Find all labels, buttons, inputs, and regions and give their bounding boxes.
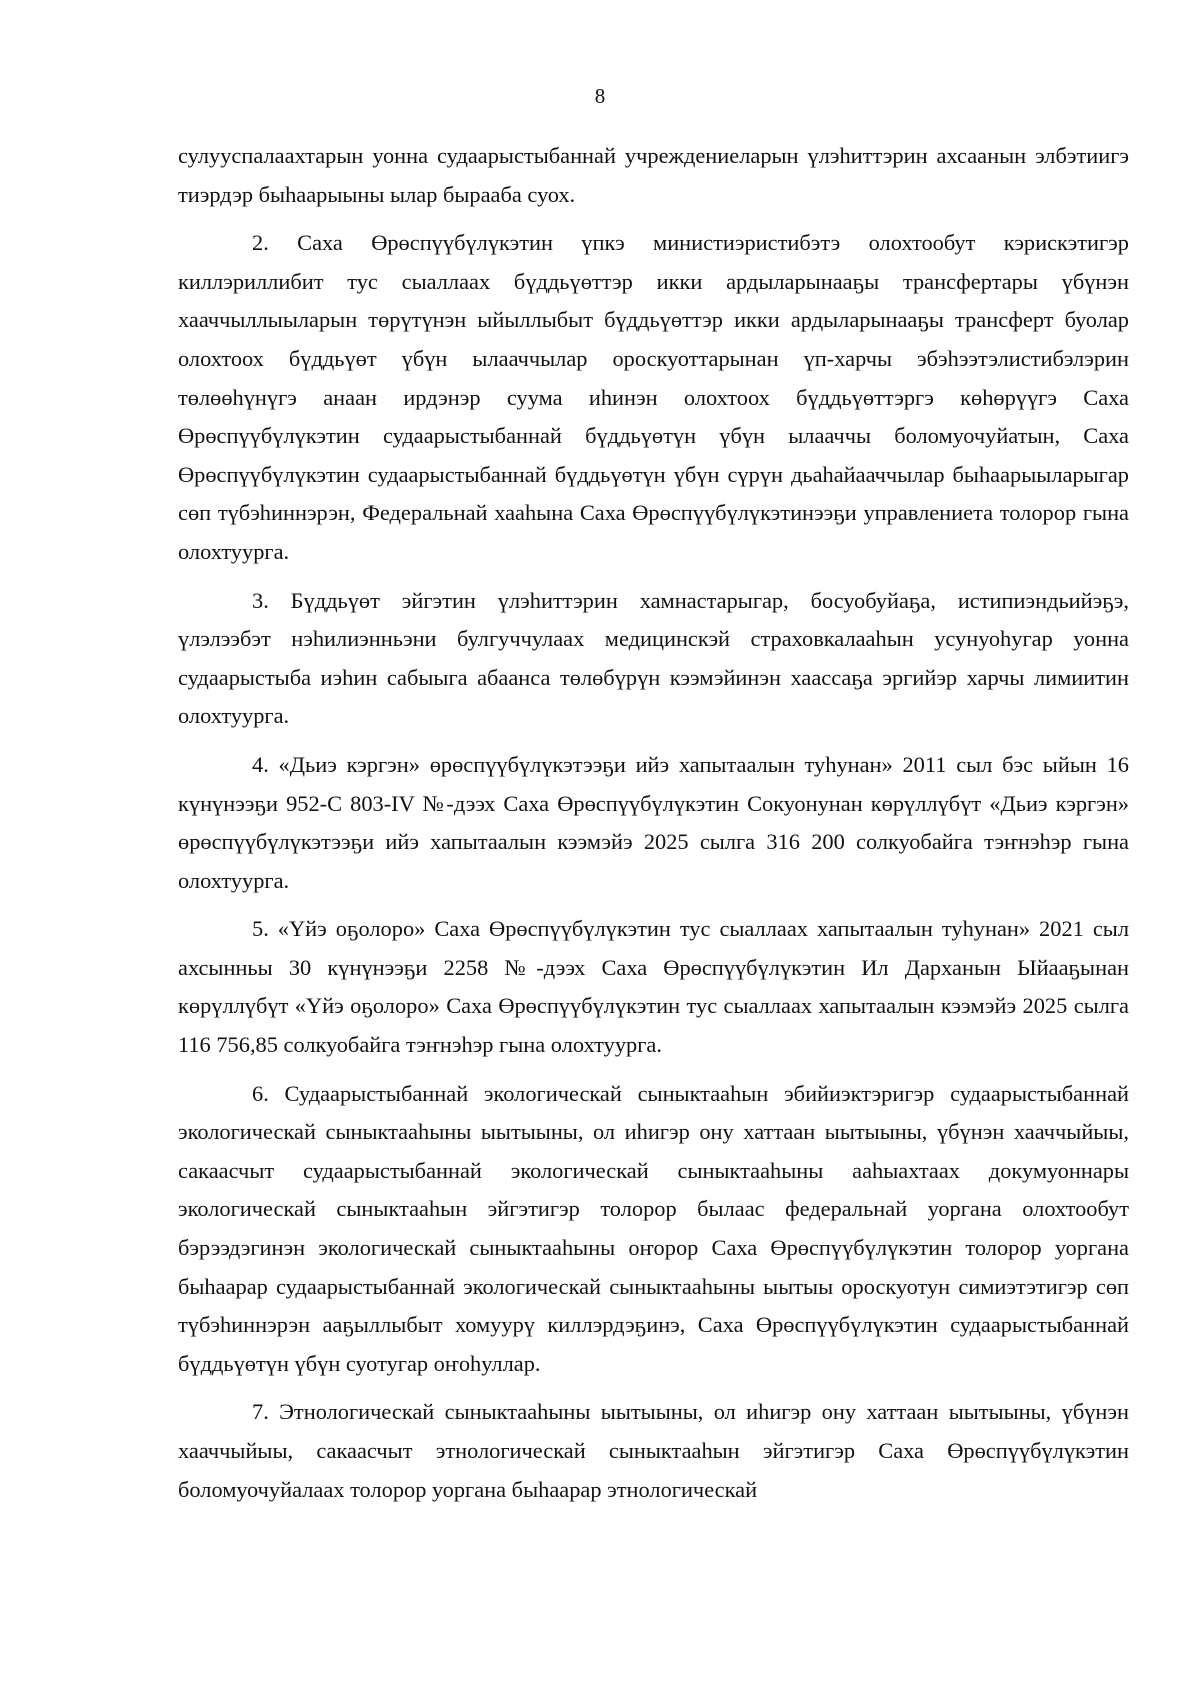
paragraph-item-4: 4. «Дьиэ кэргэн» өрөспүүбүлүкэтээҕи ийэ хапытаалын туһунан» 2011 сыл бэс ыйын 16 күнүнээҕи 952-С 803-IV №-дээх Саха Өрөспүүбүлүкэтин Сокуонунан көрүллүбүт «Дьиэ кэргэн» өрөспүүбүлүкэтээҕи ийэ хапытаалын кээмэйэ 2025 сылга 316 200 солкуобайга тэҥнэһэр гына олохтуурга. <box>178 751 1129 893</box>
paragraph-item-6: 6. Судаарыстыбаннай экологическай сыныктааһын эбийиэктэригэр судаарыстыбаннай экологическай сыныктааһыны ыытыыны, ол иһигэр ону хаттаан ыытыыны, үбүнэн хааччыйыы, сакаасчыт судаарыстыбаннай экологическай сыныктааһыны ааһыахтаах докумуоннары экологическай сыныктааһын эйгэтигэр толорор былаас федеральнай уоргана олохтообут бэрээдэгинэн экологическай сыныктааһыны оҥорор Саха Өрөспүүбүлүкэтин толорор уоргана быһаарар судаарыстыбаннай экологическай сыныктааһыны ыытыы ороскуотун симиэтэтигэр сөп түбэһиннэрэн ааҕыллыбыт хомуурү киллэрдэҕинэ, Саха Өрөспүүбүлүкэтин судаарыстыбаннай бүддьүөтүн үбүн суотугар оҥоһуллар. <box>178 1080 1129 1376</box>
paragraph-item-2: 2. Саха Өрөспүүбүлүкэтин үпкэ министиэристибэтэ олохтообут кэрискэтигэр киллэриллибит тус сыаллаах бүддьүөттэр икки ардыларынааҕы трансфертары үбүнэн хааччыллыыларын төрүтүнэн ыйыллыбыт бүддьүөттэр икки ардыларынааҕы трансферт буолар олохтоох бүддьүөт үбүн ылааччылар ороскуоттарынан үп-харчы эбэһээтэлистибэлэрин төлөөһүнүгэ анаан ирдэнэр суума иһинэн олохтоох бүддьүөттэргэ көһөрүүгэ Саха Өрөспүүбүлүкэтин судаарыстыбаннай бүддьүөтүн үбүн ылааччы боломуочуйатын, Саха Өрөспүүбүлүкэтин судаарыстыбаннай бүддьүөтүн үбүн сүрүн дьаһайааччылар быһаарыыларыгар сөп түбэһиннэрэн, Федеральнай хааһына Саха Өрөспүүбүлүкэтинээҕи управлениета толорор гына олохтуурга. <box>178 230 1129 564</box>
document-body <box>178 137 1129 1509</box>
paragraph-item-3: 3. Бүддьүөт эйгэтин үлэһиттэрин хамнастарыгар, босуобуйаҕа, истипиэндьийэҕэ, үлэлээбэт нэһилиэнньэни булгуччулаах медицинскэй страховкалааһын усунуоһугар уонна судаарыстыба иэһин сабыыга абаанса төлөбүрүн кээмэйинэн хаассаҕа эргийэр харчы лимиитин олохтуурга. <box>178 587 1129 729</box>
page-number: 8 <box>594 84 606 108</box>
paragraph-continuation: сулууспалаахтарын уонна судаарыстыбаннай учреждениеларын үлэһиттэрин ахсаанын элбэтиигэ тиэрдэр быһаарыыны ылар бырааба суох. <box>178 143 1129 207</box>
paragraph-item-5: 5. «Үйэ оҕолоро» Саха Өрөспүүбүлүкэтин тус сыаллаах хапытаалын туһунан» 2021 сыл ахсынньы 30 күнүнээҕи 2258 №-дээх Саха Өрөспүүбүлүкэтин Ил Дарханын Ыйааҕынан көрүллүбүт «Үйэ оҕолоро» Саха Өрөспүүбүлүкэтин тус сыаллаах хапытаалын кээмэйэ 2025 сылга 116 756,85 солкуобайга тэҥнэһэр гына олохтуурга. <box>178 916 1129 1058</box>
paragraph-item-7: 7. Этнологическай сыныктааһыны ыытыыны, ол иһигэр ону хаттаан ыытыыны, үбүнэн хааччыйыы, сакаасчыт этнологическай сыныктааһын эйгэтигэр Саха Өрөспүүбүлүкэтин боломуочуйалаах толорор уоргана быһаарар этнологическай <box>178 1399 1129 1502</box>
